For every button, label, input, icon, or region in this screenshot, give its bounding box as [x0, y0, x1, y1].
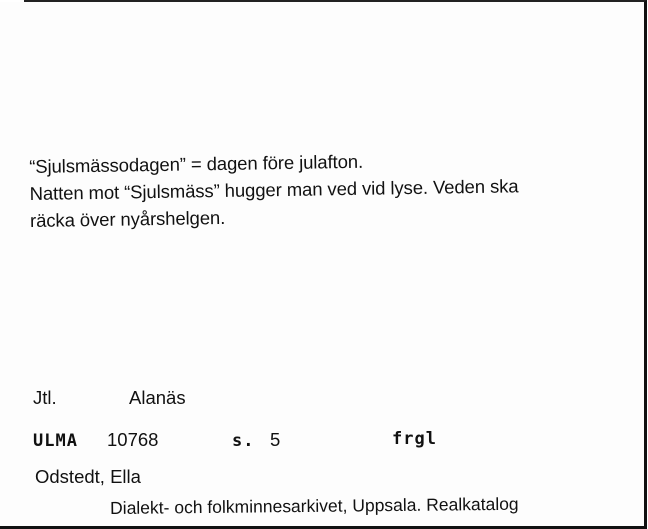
card-text-line-1: “Sjulsmässodagen” = dagen före julafton. — [29, 150, 364, 177]
category-code: frgl — [392, 429, 437, 449]
record-number: 10768 — [107, 429, 159, 450]
region-label: Jtl. — [33, 387, 57, 408]
card-text-line-3: räcka över nyårshelgen. — [29, 206, 226, 231]
page-number: 5 — [270, 429, 281, 450]
page-label: s. — [232, 431, 255, 451]
archive-footer: Dialekt- och folkminnesarkivet, Uppsala. Realkatalog — [110, 493, 519, 518]
card-text-line-2: Natten mot “Sjulsmäss” hugger man ved vid lyse. Veden ska — [29, 175, 519, 204]
collector-name: Odstedt, Ella — [35, 466, 141, 487]
archive-code: ULMA — [33, 431, 78, 451]
place-name: Alanäs — [129, 387, 186, 408]
card-text — [29, 144, 620, 234]
